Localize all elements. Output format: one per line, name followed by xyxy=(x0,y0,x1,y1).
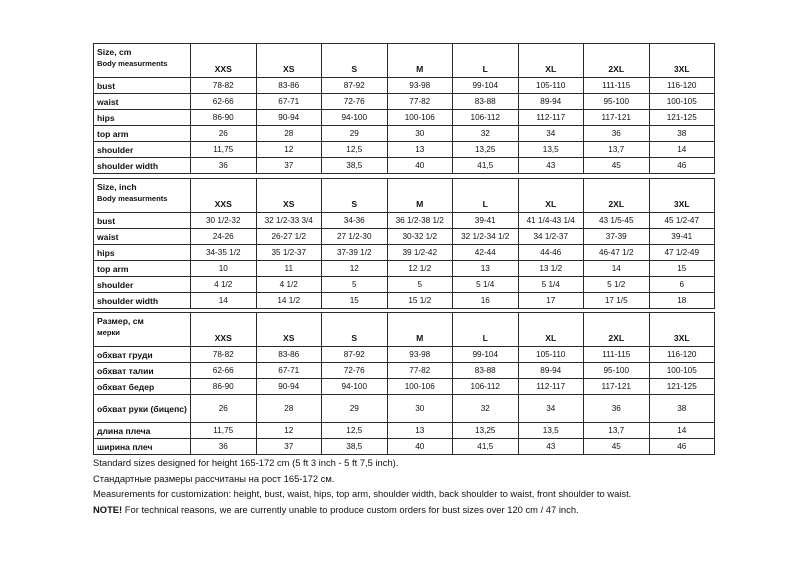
measurement-cell: 106-112 xyxy=(453,110,519,126)
measurement-cell: 38,5 xyxy=(322,158,388,174)
measurement-cell: 11,75 xyxy=(191,142,257,158)
measurement-cell: 34 xyxy=(518,126,584,142)
table-title-cell xyxy=(94,44,191,78)
measurement-cell: 36 xyxy=(191,158,257,174)
measurement-cell: 17 1/5 xyxy=(584,293,650,309)
measurement-cell: 46 xyxy=(649,439,715,455)
measurement-cell: 13 1/2 xyxy=(518,261,584,277)
measurement-cell: 39 1/2-42 xyxy=(387,245,453,261)
row-label: обхват бедер xyxy=(94,379,191,395)
row-label: shoulder xyxy=(94,277,191,293)
note-warning xyxy=(93,502,753,518)
row-label: обхват груди xyxy=(94,347,191,363)
measurement-cell: 36 1/2-38 1/2 xyxy=(387,213,453,229)
measurement-cell: 29 xyxy=(322,126,388,142)
measurement-cell: 72-76 xyxy=(322,363,388,379)
measurement-cell: 41 1/4-43 1/4 xyxy=(518,213,584,229)
table-subtitle: Body measurments xyxy=(97,59,168,68)
measurement-cell: 5 xyxy=(322,277,388,293)
measurement-cell: 112-117 xyxy=(518,110,584,126)
size-table-ru xyxy=(93,312,715,455)
measurement-cell: 95-100 xyxy=(584,94,650,110)
measurement-cell: 72-76 xyxy=(322,94,388,110)
measurement-cell: 24-26 xyxy=(191,229,257,245)
row-label: длина плеча xyxy=(94,423,191,439)
measurement-cell: 121-125 xyxy=(649,379,715,395)
row-label: shoulder width xyxy=(94,293,191,309)
note-warning-text: For technical reasons, we are currently unable to produce custom orders for bust sizes over 120 cm / 47 inch. xyxy=(122,503,579,515)
size-header: L xyxy=(453,179,519,213)
measurement-cell: 106-112 xyxy=(453,379,519,395)
measurement-cell: 14 xyxy=(649,423,715,439)
measurement-cell: 112-117 xyxy=(518,379,584,395)
measurement-cell: 37-39 1/2 xyxy=(322,245,388,261)
measurement-cell: 40 xyxy=(387,158,453,174)
measurement-cell: 13 xyxy=(387,423,453,439)
measurement-cell: 41,5 xyxy=(453,158,519,174)
measurement-cell: 32 xyxy=(453,126,519,142)
size-header: S xyxy=(322,179,388,213)
measurement-cell: 77-82 xyxy=(387,94,453,110)
measurement-cell: 13,7 xyxy=(584,142,650,158)
measurement-cell: 44-46 xyxy=(518,245,584,261)
table-title: Size, inch xyxy=(97,182,137,192)
measurement-cell: 99-104 xyxy=(453,78,519,94)
measurement-cell: 78-82 xyxy=(191,78,257,94)
measurement-cell: 36 xyxy=(191,439,257,455)
measurement-cell: 30 xyxy=(387,126,453,142)
measurement-cell: 15 xyxy=(649,261,715,277)
measurement-cell: 32 xyxy=(453,395,519,423)
measurement-cell: 67-71 xyxy=(256,363,322,379)
table-row xyxy=(94,110,715,126)
size-header: M xyxy=(387,44,453,78)
measurement-cell: 32 1/2-33 3/4 xyxy=(256,213,322,229)
measurement-cell: 90-94 xyxy=(256,110,322,126)
measurement-cell: 87-92 xyxy=(322,347,388,363)
measurement-cell: 62-66 xyxy=(191,363,257,379)
measurement-cell: 27 1/2-30 xyxy=(322,229,388,245)
table-row xyxy=(94,293,715,309)
row-label: обхват руки (бицепс) xyxy=(94,395,191,423)
measurement-cell: 100-106 xyxy=(387,110,453,126)
table-subtitle: Body measurments xyxy=(97,194,168,203)
measurement-cell: 43 1/5-45 xyxy=(584,213,650,229)
measurement-cell: 111-115 xyxy=(584,78,650,94)
row-label: bust xyxy=(94,213,191,229)
measurement-cell: 32 1/2-34 1/2 xyxy=(453,229,519,245)
table-row xyxy=(94,347,715,363)
measurement-cell: 86-90 xyxy=(191,379,257,395)
measurement-cell: 83-88 xyxy=(453,363,519,379)
measurement-cell: 15 xyxy=(322,293,388,309)
size-header: 2XL xyxy=(584,313,650,347)
measurement-cell: 83-86 xyxy=(256,78,322,94)
measurement-cell: 11 xyxy=(256,261,322,277)
table-row xyxy=(94,395,715,423)
measurement-cell: 12 1/2 xyxy=(387,261,453,277)
header-row xyxy=(94,179,715,213)
table-subtitle: мерки xyxy=(97,328,120,337)
row-label: ширина плеч xyxy=(94,439,191,455)
table-row xyxy=(94,142,715,158)
measurement-cell: 117-121 xyxy=(584,379,650,395)
measurement-cell: 26-27 1/2 xyxy=(256,229,322,245)
measurement-cell: 121-125 xyxy=(649,110,715,126)
table-row xyxy=(94,423,715,439)
measurement-cell: 4 1/2 xyxy=(191,277,257,293)
row-label: shoulder width xyxy=(94,158,191,174)
measurement-cell: 5 xyxy=(387,277,453,293)
measurement-cell: 39-41 xyxy=(649,229,715,245)
row-label: hips xyxy=(94,245,191,261)
table-title: Size, cm xyxy=(97,47,132,57)
measurement-cell: 67-71 xyxy=(256,94,322,110)
header-row xyxy=(94,313,715,347)
size-header: XS xyxy=(256,44,322,78)
table-row xyxy=(94,126,715,142)
measurement-cell: 34-35 1/2 xyxy=(191,245,257,261)
table-row xyxy=(94,158,715,174)
notes xyxy=(93,455,753,517)
table-title-cell xyxy=(94,179,191,213)
measurement-cell: 105-110 xyxy=(518,347,584,363)
measurement-cell: 6 xyxy=(649,277,715,293)
measurement-cell: 13 xyxy=(453,261,519,277)
measurement-cell: 43 xyxy=(518,439,584,455)
size-header: 3XL xyxy=(649,44,715,78)
size-header: L xyxy=(453,44,519,78)
measurement-cell: 77-82 xyxy=(387,363,453,379)
measurement-cell: 13,5 xyxy=(518,142,584,158)
size-header: M xyxy=(387,179,453,213)
measurement-cell: 36 xyxy=(584,126,650,142)
measurement-cell: 30 1/2-32 xyxy=(191,213,257,229)
measurement-cell: 10 xyxy=(191,261,257,277)
note-height-ru: Стандартные размеры рассчитаны на рост 165-172 см. xyxy=(93,472,335,484)
measurement-cell: 62-66 xyxy=(191,94,257,110)
row-label: waist xyxy=(94,229,191,245)
measurement-cell: 46-47 1/2 xyxy=(584,245,650,261)
measurement-cell: 83-86 xyxy=(256,347,322,363)
measurement-cell: 13,25 xyxy=(453,423,519,439)
table-row xyxy=(94,213,715,229)
table-row xyxy=(94,277,715,293)
measurement-cell: 41,5 xyxy=(453,439,519,455)
measurement-cell: 5 1/4 xyxy=(518,277,584,293)
measurement-cell: 17 xyxy=(518,293,584,309)
table-row xyxy=(94,78,715,94)
measurement-cell: 11,75 xyxy=(191,423,257,439)
measurement-cell: 34-36 xyxy=(322,213,388,229)
measurement-cell: 94-100 xyxy=(322,110,388,126)
measurement-cell: 13 xyxy=(387,142,453,158)
note-height-en: Standard sizes designed for height 165-172 cm (5 ft 3 inch - 5 ft 7,5 inch). xyxy=(93,457,399,468)
row-label: top arm xyxy=(94,126,191,142)
row-label: hips xyxy=(94,110,191,126)
size-header: XL xyxy=(518,179,584,213)
size-header: 2XL xyxy=(584,179,650,213)
measurement-cell: 26 xyxy=(191,126,257,142)
measurement-cell: 95-100 xyxy=(584,363,650,379)
size-header: XXS xyxy=(191,313,257,347)
measurement-cell: 12 xyxy=(256,142,322,158)
table-title-cell xyxy=(94,313,191,347)
size-header: L xyxy=(453,313,519,347)
measurement-cell: 87-92 xyxy=(322,78,388,94)
table-row xyxy=(94,229,715,245)
size-header: XS xyxy=(256,179,322,213)
size-header: XXS xyxy=(191,44,257,78)
measurement-cell: 12 xyxy=(256,423,322,439)
measurement-cell: 89-94 xyxy=(518,363,584,379)
measurement-cell: 93-98 xyxy=(387,78,453,94)
size-header: 3XL xyxy=(649,313,715,347)
measurement-cell: 93-98 xyxy=(387,347,453,363)
measurement-cell: 29 xyxy=(322,395,388,423)
measurement-cell: 111-115 xyxy=(584,347,650,363)
measurement-cell: 46 xyxy=(649,158,715,174)
measurement-cell: 45 1/2-47 xyxy=(649,213,715,229)
measurement-cell: 30 xyxy=(387,395,453,423)
measurement-cell: 99-104 xyxy=(453,347,519,363)
measurement-cell: 39-41 xyxy=(453,213,519,229)
size-table-inch xyxy=(93,178,715,309)
measurement-cell: 90-94 xyxy=(256,379,322,395)
measurement-cell: 100-106 xyxy=(387,379,453,395)
measurement-cell: 100-105 xyxy=(649,94,715,110)
measurement-cell: 40 xyxy=(387,439,453,455)
measurement-cell: 5 1/4 xyxy=(453,277,519,293)
measurement-cell: 13,5 xyxy=(518,423,584,439)
measurement-cell: 116-120 xyxy=(649,347,715,363)
measurement-cell: 47 1/2-49 xyxy=(649,245,715,261)
table-row xyxy=(94,439,715,455)
row-label: waist xyxy=(94,94,191,110)
row-label: top arm xyxy=(94,261,191,277)
measurement-cell: 86-90 xyxy=(191,110,257,126)
measurement-cell: 28 xyxy=(256,126,322,142)
measurement-cell: 14 xyxy=(191,293,257,309)
measurement-cell: 38,5 xyxy=(322,439,388,455)
measurement-cell: 14 xyxy=(584,261,650,277)
measurement-cell: 35 1/2-37 xyxy=(256,245,322,261)
measurement-cell: 83-88 xyxy=(453,94,519,110)
note-customization: Measurements for customization: height, bust, waist, hips, top arm, shoulder width, back shoulder to waist, front shoulder to waist. xyxy=(93,488,632,499)
table-row xyxy=(94,261,715,277)
measurement-cell: 12,5 xyxy=(322,423,388,439)
measurement-cell: 13,7 xyxy=(584,423,650,439)
measurement-cell: 15 1/2 xyxy=(387,293,453,309)
measurement-cell: 117-121 xyxy=(584,110,650,126)
table-row xyxy=(94,94,715,110)
row-label: bust xyxy=(94,78,191,94)
measurement-cell: 12,5 xyxy=(322,142,388,158)
measurement-cell: 12 xyxy=(322,261,388,277)
measurement-cell: 45 xyxy=(584,439,650,455)
measurement-cell: 100-105 xyxy=(649,363,715,379)
table-title: Размер, см xyxy=(97,316,144,326)
size-header: XL xyxy=(518,44,584,78)
measurement-cell: 78-82 xyxy=(191,347,257,363)
table-row xyxy=(94,245,715,261)
size-header: S xyxy=(322,44,388,78)
measurement-cell: 16 xyxy=(453,293,519,309)
measurement-cell: 38 xyxy=(649,395,715,423)
measurement-cell: 34 1/2-37 xyxy=(518,229,584,245)
measurement-cell: 13,25 xyxy=(453,142,519,158)
measurement-cell: 26 xyxy=(191,395,257,423)
row-label: shoulder xyxy=(94,142,191,158)
measurement-cell: 18 xyxy=(649,293,715,309)
note-warning-label: NOTE! xyxy=(93,503,123,515)
measurement-cell: 37 xyxy=(256,158,322,174)
measurement-cell: 37-39 xyxy=(584,229,650,245)
size-header: XS xyxy=(256,313,322,347)
size-header: XL xyxy=(518,313,584,347)
size-header: 3XL xyxy=(649,179,715,213)
measurement-cell: 14 1/2 xyxy=(256,293,322,309)
measurement-cell: 116-120 xyxy=(649,78,715,94)
table-row xyxy=(94,363,715,379)
measurement-cell: 43 xyxy=(518,158,584,174)
size-header: S xyxy=(322,313,388,347)
measurement-cell: 37 xyxy=(256,439,322,455)
size-header: 2XL xyxy=(584,44,650,78)
measurement-cell: 34 xyxy=(518,395,584,423)
measurement-cell: 105-110 xyxy=(518,78,584,94)
measurement-cell: 45 xyxy=(584,158,650,174)
measurement-cell: 28 xyxy=(256,395,322,423)
measurement-cell: 89-94 xyxy=(518,94,584,110)
header-row xyxy=(94,44,715,78)
measurement-cell: 5 1/2 xyxy=(584,277,650,293)
measurement-cell: 14 xyxy=(649,142,715,158)
size-table-cm xyxy=(93,43,715,174)
measurement-cell: 94-100 xyxy=(322,379,388,395)
measurement-cell: 4 1/2 xyxy=(256,277,322,293)
size-header: M xyxy=(387,313,453,347)
table-row xyxy=(94,379,715,395)
measurement-cell: 36 xyxy=(584,395,650,423)
measurement-cell: 42-44 xyxy=(453,245,519,261)
measurement-cell: 38 xyxy=(649,126,715,142)
row-label: обхват талии xyxy=(94,363,191,379)
measurement-cell: 30-32 1/2 xyxy=(387,229,453,245)
size-header: XXS xyxy=(191,179,257,213)
